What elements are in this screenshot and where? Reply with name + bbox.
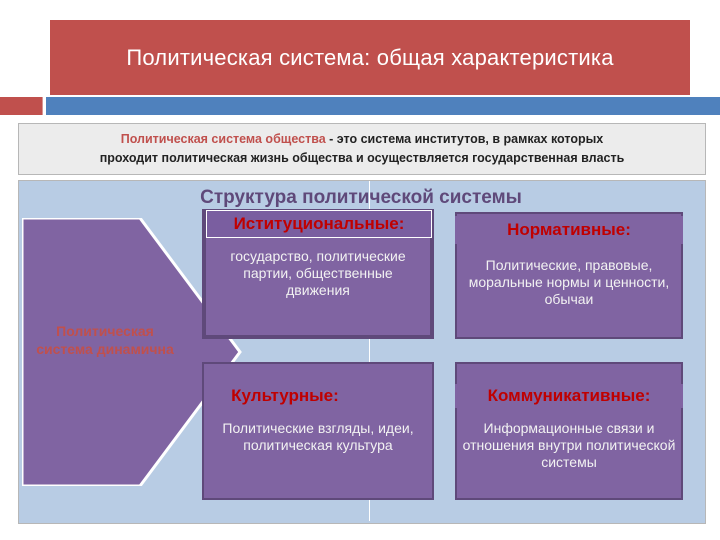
cultural-body: Политические взгляды, идеи, политическая культура <box>222 420 414 453</box>
slide-title: Политическая система: общая характеристика <box>126 44 614 70</box>
institutional-heading: Иституциональные: <box>206 210 432 238</box>
definition-text-line2: проходит политическая жизнь общества и осуществляется государственная власть <box>99 151 625 165</box>
definition-box <box>18 123 706 175</box>
structure-title: Структура политической системы <box>200 187 522 208</box>
communicative-body: Информационные связи и отношения внутри политической системы <box>462 420 676 470</box>
normative-body: Политические, правовые, моральные нормы и ценности, обычаи <box>468 257 670 307</box>
communicative-heading: Коммуникативные: <box>455 384 683 408</box>
normative-heading: Нормативные: <box>455 216 683 244</box>
definition-text: - это система институтов, в рамках которых <box>325 132 604 146</box>
cultural-heading: Культурные: <box>210 384 360 408</box>
institutional-body: государство, политические партии, общественные движения <box>230 248 406 298</box>
decor-divider <box>42 97 43 115</box>
definition-term: Политическая система общества <box>120 132 326 146</box>
decor-blue-strip <box>46 97 720 115</box>
dynamic-system-label: Политическая система динамична <box>36 323 174 357</box>
decor-red-strip <box>0 97 42 115</box>
